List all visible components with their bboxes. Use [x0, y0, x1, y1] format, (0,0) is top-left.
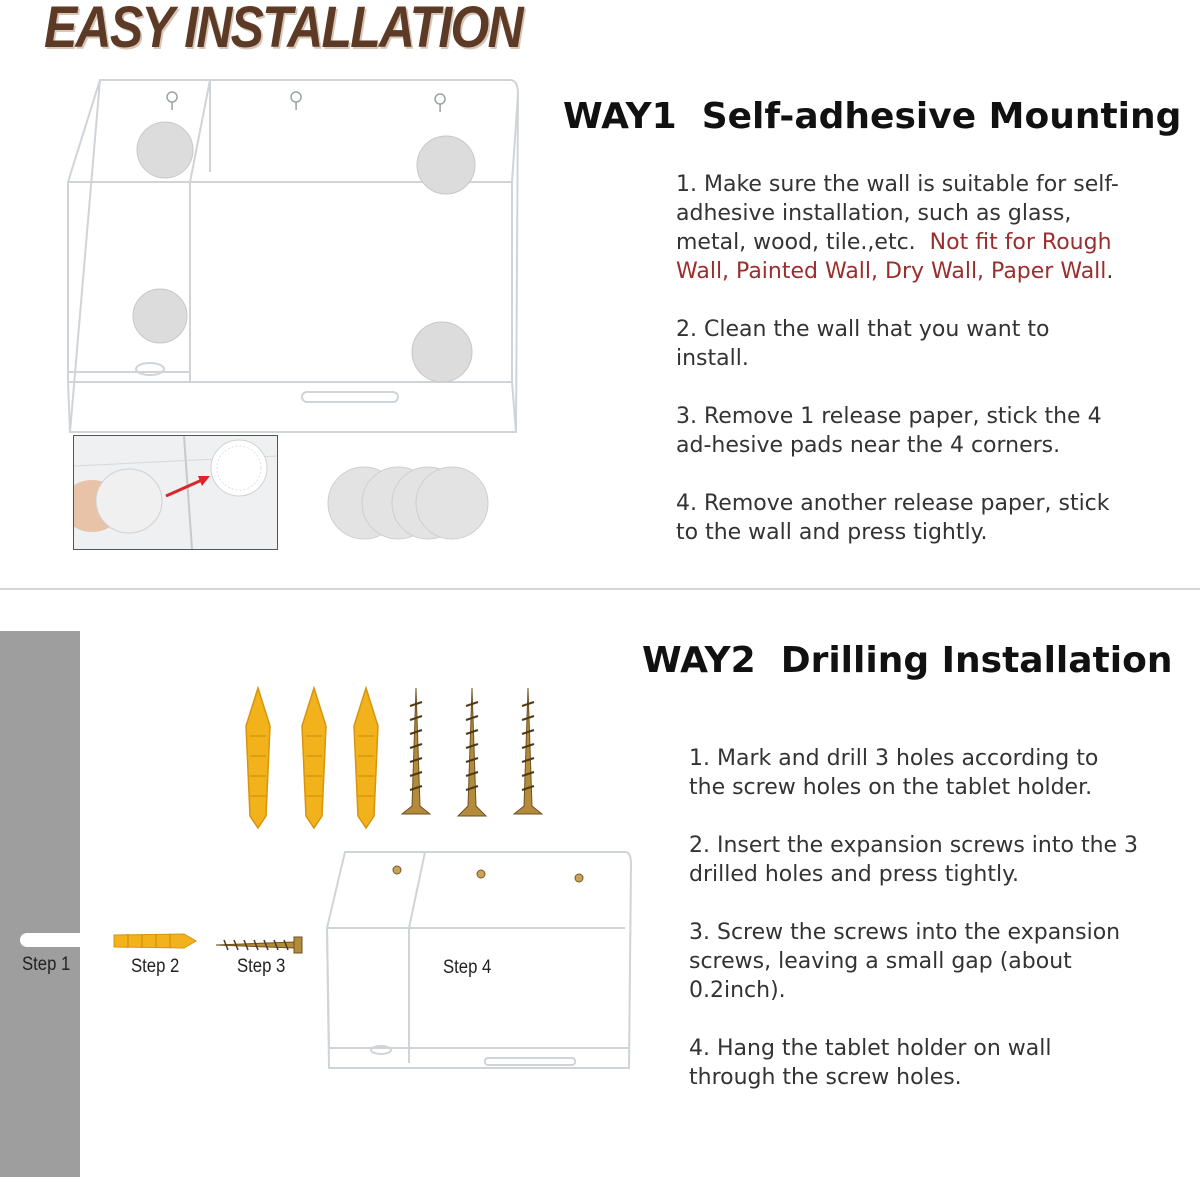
- label-step-1: Step 1: [22, 954, 71, 975]
- way1-heading: WAY1 Self-adhesive Mounting: [563, 96, 1182, 137]
- pad-application-photo: [73, 435, 278, 550]
- horizontal-anchor-icon: [114, 930, 196, 952]
- adhesive-pads-set: [328, 466, 490, 540]
- way2-steps: [689, 744, 1139, 1121]
- way2-step-3: 3. Screw the screws into the expansion screws, leaving a small gap (about 0.2inch).: [689, 920, 1121, 1003]
- label-step-2: Step 2: [131, 956, 180, 977]
- screw-icon: [402, 688, 542, 816]
- way1-step-1-warning: Not fit for Rough Wall, Painted Wall, Dry Wall, Paper Wall: [676, 230, 1112, 284]
- anchor-icon: [246, 688, 378, 828]
- wall-cross-section: [0, 631, 80, 1177]
- way2-step-2: 2. Insert the expansion screws into the 3 drilled holes and press tightly.: [689, 833, 1139, 887]
- way2-heading: WAY2 Drilling Installation: [642, 640, 1173, 681]
- horizontal-screw-icon: [214, 936, 306, 954]
- page-title: EASY INSTALLATION: [44, 0, 522, 60]
- way1-steps: [676, 170, 1126, 576]
- adhesive-pad-icon: [133, 122, 475, 382]
- way2-step-4: 4. Hang the tablet holder on wall through the screw holes.: [689, 1036, 1052, 1090]
- way1-step-3: 3. Remove 1 release paper, stick the 4 ad-hesive pads near the 4 corners.: [676, 404, 1102, 458]
- section-divider: [0, 588, 1200, 590]
- way2-step-1: 1. Mark and drill 3 holes according to the screw holes on the tablet holder.: [689, 746, 1099, 800]
- label-step-3: Step 3: [237, 956, 286, 977]
- drilled-hole: [20, 933, 80, 947]
- way1-step-1: 1. Make sure the wall is suitable for self-adhesive installation, such as glass, metal, wood, tile.,etc. Not fit for Rough Wall, Painted Wall, Dry Wall, Paper Wall.: [676, 172, 1119, 284]
- acrylic-holder-illustration-way1: [60, 72, 530, 442]
- way1-step-2: 2. Clean the wall that you want to install.: [676, 317, 1050, 371]
- label-step-4: Step 4: [443, 957, 492, 978]
- way1-step-4: 4. Remove another release paper, stick to the wall and press tightly.: [676, 491, 1110, 545]
- anchors-and-screws-illustration: [238, 686, 548, 828]
